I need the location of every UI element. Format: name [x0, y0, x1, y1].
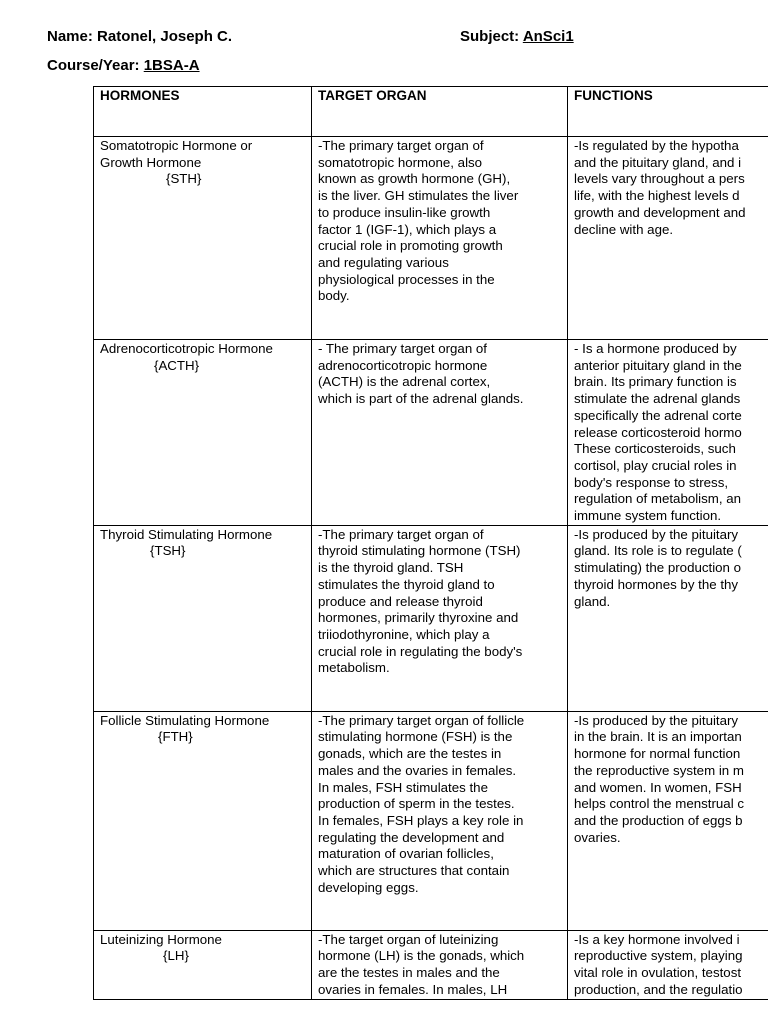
hormone-abbreviation: {ACTH}: [154, 357, 200, 373]
hormone-cell: [94, 525, 312, 711]
course-label: Course/Year:: [47, 57, 140, 74]
target-organ-cell: [312, 930, 568, 999]
column-header-functions: FUNCTIONS: [568, 87, 768, 137]
target-organ-text: -The primary target organ of thyroid stimulating hormone (TSH) is the thyroid gland. TSH stimulates the thyroid gland to produce and release thyroid hormones, primarily thyroxine and triiodothyronine, which play a crucial role in regulating the body's metabolism.: [318, 526, 523, 676]
function-text: -Is produced by the pituitary gland. Its role is to regulate ( stimulating) the production o thyroid hormones by the thy gland.: [574, 526, 742, 609]
function-text: -Is regulated by the hypotha and the pituitary gland, and i levels vary throughout a pers life, with the highest levels d growth and development and decline with age.: [574, 138, 746, 237]
table-header-row: [94, 87, 768, 137]
function-cell: [568, 137, 768, 340]
function-text: -Is a key hormone involved i reproductive system, playing vital role in ovulation, testost production, and the regulatio: [574, 931, 743, 997]
hormone-name: Adrenocorticotropic Hormone: [100, 341, 273, 356]
course-value: 1BSA-A: [143, 57, 200, 74]
function-text: - Is a hormone produced by anterior pituitary gland in the brain. Its primary function is stimulate the adrenal glands specifically the adrenal corte release corticosteroid hormo These corticosteroids, such cortisol, play crucial roles in body's response to stress, regulation of metabolism, an immune system function.: [574, 341, 742, 524]
hormone-name: Luteinizing Hormone: [100, 931, 222, 947]
student-name-line: [47, 28, 232, 46]
subject-value: AnSci1: [522, 28, 574, 45]
table-row: [94, 525, 768, 711]
target-organ-cell: [312, 711, 568, 930]
name-label: Name:: [47, 28, 93, 45]
target-organ-text: -The target organ of luteinizing hormone (LH) is the gonads, which are the testes in males and the ovaries in females. In males, LH: [318, 931, 525, 997]
table-row: [94, 137, 768, 340]
hormone-name: Somatotropic Hormone or Growth Hormone: [100, 138, 253, 170]
function-cell: [568, 711, 768, 930]
hormone-cell: [94, 711, 312, 930]
target-organ-text: -The primary target organ of follicle stimulating hormone (FSH) is the gonads, which are the testes in males and the ovaries in females. In males, FSH stimulates the production of sperm in the testes. In females, FSH plays a key role in regulating the development and maturation of ovarian follicles, which are structures that contain developing eggs.: [318, 712, 525, 895]
target-organ-cell: [312, 340, 568, 526]
name-value: Ratonel, Joseph C.: [97, 28, 233, 45]
column-header-hormones: HORMONES: [94, 87, 312, 137]
hormone-abbreviation: {TSH}: [150, 543, 186, 559]
function-cell: [568, 340, 768, 526]
target-organ-cell: [312, 525, 568, 711]
hormone-cell: [94, 930, 312, 999]
course-year-line: [47, 57, 200, 75]
target-organ-text: - The primary target organ of adrenocorticotropic hormone (ACTH) is the adrenal cortex, which is part of the adrenal glands.: [318, 341, 524, 407]
function-text: -Is produced by the pituitary in the brain. It is an importan hormone for normal function the reproductive system in m and women. In women, FSH helps control the menstrual c and the production of eggs b ovaries.: [574, 712, 744, 845]
hormone-cell: [94, 340, 312, 526]
function-cell: [568, 930, 768, 999]
table-row: [94, 711, 768, 930]
hormone-abbreviation: {FTH}: [158, 729, 193, 745]
target-organ-cell: [312, 137, 568, 340]
hormone-cell: [94, 137, 312, 340]
table-row: [94, 930, 768, 999]
target-organ-text: -The primary target organ of somatotropic hormone, also known as growth hormone (GH), is the liver. GH stimulates the liver to produce insulin-like growth factor 1 (IGF-1), which plays a crucial role in promoting growth and regulating various physiological processes in the body.: [318, 138, 519, 304]
subject-line: [460, 28, 574, 46]
table-row: [94, 340, 768, 526]
hormone-table: [93, 86, 768, 1000]
hormone-abbreviation: {STH}: [166, 171, 202, 187]
hormone-name: Follicle Stimulating Hormone: [100, 712, 270, 728]
function-cell: [568, 525, 768, 711]
hormone-name: Thyroid Stimulating Hormone: [100, 526, 273, 542]
column-header-target-organ: TARGET ORGAN: [312, 87, 568, 137]
hormone-abbreviation: {LH}: [163, 948, 189, 964]
subject-label: Subject:: [460, 28, 520, 45]
